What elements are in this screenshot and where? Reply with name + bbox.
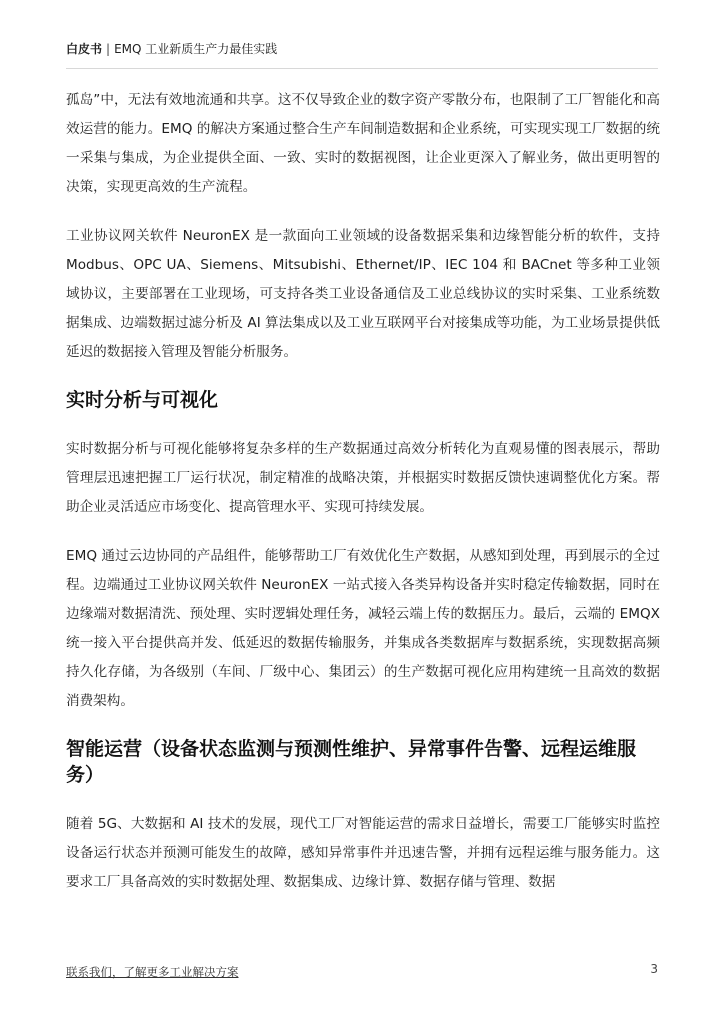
paragraph-neuronex: 工业协议网关软件 NeuronEX 是一款面向工业领域的设备数据采集和边缘智能分析的软件，支持 Modbus、OPC UA、Siemens、Mitsubishi、Ethernet/IP、IEC 104 和 BACnet 等多种工业领域协议，主要部署在工业现场，可支持各类工业设备通信及工业总线协议的实时采集、工业系统数据集成、边端数据过滤分析及 AI 算法集成以及工业互联网平台对接集成等功能，为工业场景提供低延迟的数据接入管理及智能分析服务。 — [66, 228, 660, 360]
paragraph-realtime-analytics: 实时数据分析与可视化能够将复杂多样的生产数据通过高效分析转化为直观易懂的图表展示，帮助管理层迅速把握工厂运行状况，制定精准的战略决策，并根据实时数据反馈快速调整优化方案。帮助企业灵活适应市场变化、提高管理水平、实现可持续发展。 — [66, 441, 660, 515]
section-heading-smart-operations: 智能运营（设备状态监测与预测性维护、异常事件告警、远程运维服务） — [66, 738, 637, 786]
paragraph-data-integration: 孤岛”中，无法有效地流通和共享。这不仅导致企业的数字资产零散分布，也限制了工厂智能化和高效运营的能力。EMQ 的解决方案通过整合生产车间制造数据和企业系统，可实现实现工厂数据的统一采集与集成，为企业提供全面、一致、实时的数据视图，让企业更深入了解业务，做出更明智的决策，实现更高效的生产流程。 — [66, 92, 660, 195]
page-number: 3 — [650, 962, 658, 976]
contact-us-link[interactable]: 联系我们，了解更多工业解决方案 — [66, 965, 239, 979]
main-content — [66, 86, 660, 897]
header-title: EMQ 工业新质生产力最佳实践 — [114, 42, 278, 56]
section-heading-realtime-analytics: 实时分析与可视化 — [66, 389, 219, 411]
header-brand: 白皮书 — [66, 42, 103, 56]
header-divider — [66, 68, 658, 69]
running-header — [66, 40, 277, 58]
paragraph-smart-operations: 随着 5G、大数据和 AI 技术的发展，现代工厂对智能运营的需求日益增长，需要工厂能够实时监控设备运行状态并预测可能发生的故障，感知异常事件并迅速告警，并拥有远程运维与服务能力。这要求工厂具备高效的实时数据处理、数据集成、边缘计算、数据存储与管理、数据 — [66, 816, 660, 890]
paragraph-cloud-edge: EMQ 通过云边协同的产品组件，能够帮助工厂有效优化生产数据，从感知到处理，再到展示的全过程。边端通过工业协议网关软件 NeuronEX 一站式接入各类异构设备并实时稳定传输数据，同时在边缘端对数据清洗、预处理、实时逻辑处理任务，减轻云端上传的数据压力。最后，云端的 EMQX 统一接入平台提供高并发、低延迟的数据传输服务，并集成各类数据库与数据系统，实现数据高频持久化存储，为各级别（车间、厂级中心、集团云）的生产数据可视化应用构建统一且高效的数据消费架构。 — [66, 548, 660, 709]
header-separator: | — [106, 42, 111, 56]
